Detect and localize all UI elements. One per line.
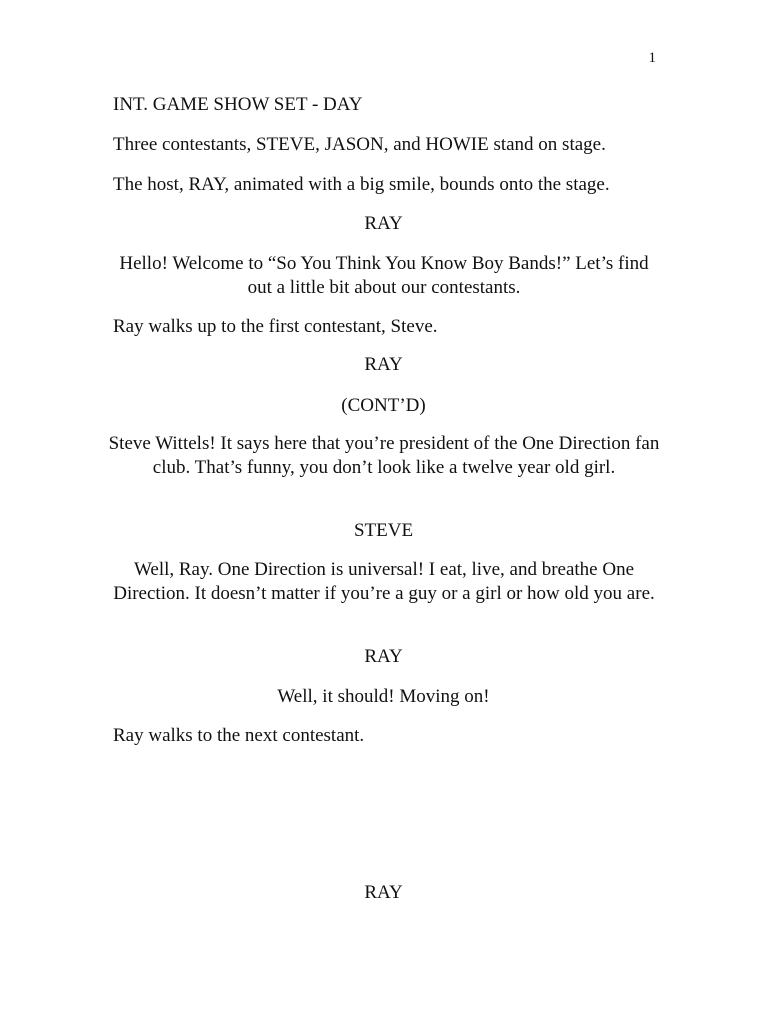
dialogue: Well, it should! Moving on!	[277, 686, 490, 707]
dialogue: Hello! Welcome to “So You Think You Know Boy Bands!” Let’s find out a little bit about our contestants.	[119, 253, 649, 298]
dialogue: Well, Ray. One Direction is universal! I eat, live, and breathe One Direction. It doesn’t matter if you’re a guy or a girl or how old you are.	[113, 559, 655, 604]
character-name: RAY	[364, 213, 403, 234]
action-line: Three contestants, STEVE, JASON, and HOWIE stand on stage.	[113, 134, 606, 155]
character-name: RAY	[364, 354, 403, 375]
page-number: 1	[648, 50, 656, 66]
character-name: RAY	[364, 882, 403, 903]
action-line: Ray walks to the next contestant.	[113, 725, 365, 746]
action-line: The host, RAY, animated with a big smile, bounds onto the stage.	[113, 174, 610, 195]
action-line: Ray walks up to the first contestant, Steve.	[113, 316, 438, 337]
character-name: STEVE	[353, 520, 414, 541]
character-name: RAY	[364, 646, 403, 667]
dialogue: Steve Wittels! It says here that you’re president of the One Direction fan club. That’s funny, you don’t look like a twelve year old girl.	[108, 433, 660, 478]
scene-heading: INT. GAME SHOW SET - DAY	[113, 94, 363, 115]
character-extension: (CONT’D)	[341, 395, 426, 416]
